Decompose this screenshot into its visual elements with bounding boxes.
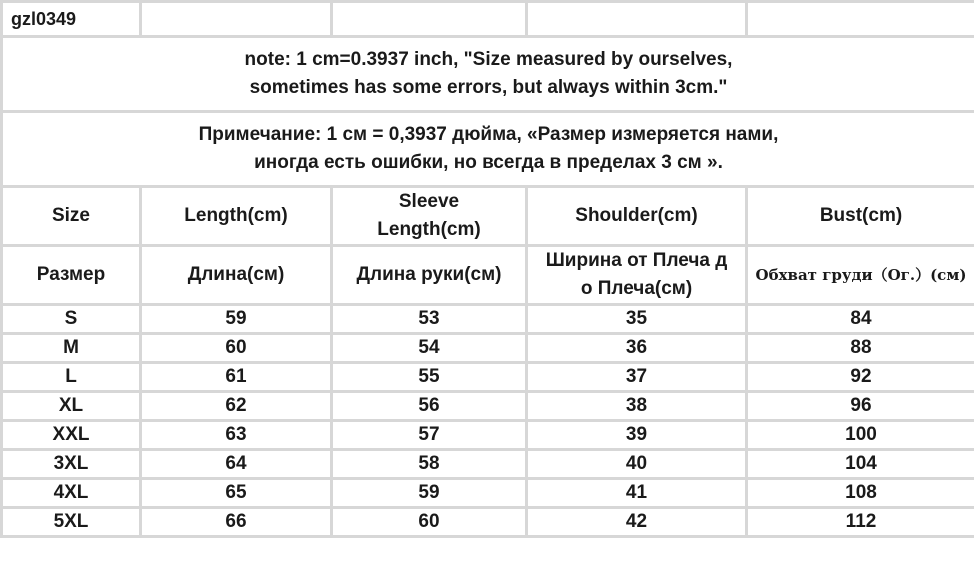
cell-length: 65 [141,479,332,508]
empty-cell [747,2,974,37]
header-shoulder-ru [527,246,747,305]
note-english-row [2,37,974,112]
cell-size: 5XL [2,508,141,537]
cell-size: XXL [2,421,141,450]
header-length: Length(cm) [141,187,332,246]
product-code: gzl0349 [2,2,141,37]
header-row-russian [2,246,974,305]
cell-length: 61 [141,363,332,392]
table-row [2,334,974,363]
cell-length: 64 [141,450,332,479]
empty-cell [527,2,747,37]
cell-length: 63 [141,421,332,450]
table-row [2,363,974,392]
cell-sleeve: 56 [332,392,527,421]
header-shoulder-ru-line-2: о Плеча(см) [580,278,693,299]
cell-size: S [2,305,141,334]
cell-size: 4XL [2,479,141,508]
note-russian-line-1: Примечание: 1 см = 0,3937 дюйма, «Размер измеряется нами, [198,124,779,145]
table-row [2,508,974,537]
cell-shoulder: 37 [527,363,747,392]
cell-length: 59 [141,305,332,334]
cell-shoulder: 39 [527,421,747,450]
note-english-line-2: sometimes has some errors, but always within 3cm." [249,77,728,98]
table-row [2,392,974,421]
note-russian [2,112,974,187]
header-row-english [2,187,974,246]
cell-bust: 100 [747,421,974,450]
cell-size: L [2,363,141,392]
header-sleeve [332,187,527,246]
cell-bust: 92 [747,363,974,392]
cell-bust: 112 [747,508,974,537]
cell-sleeve: 53 [332,305,527,334]
header-bust: Bust(cm) [747,187,974,246]
note-english [2,37,974,112]
cell-shoulder: 40 [527,450,747,479]
header-shoulder-ru-line-1: Ширина от Плеча д [545,250,728,271]
cell-sleeve: 60 [332,508,527,537]
header-bust-ru: Обхват груди（Ог.）(см) [747,246,974,305]
cell-shoulder: 42 [527,508,747,537]
table-row [2,450,974,479]
table-row [2,421,974,450]
cell-length: 60 [141,334,332,363]
header-size-ru: Размер [2,246,141,305]
cell-size: XL [2,392,141,421]
cell-shoulder: 41 [527,479,747,508]
cell-size: 3XL [2,450,141,479]
cell-sleeve: 59 [332,479,527,508]
table-row [2,479,974,508]
note-russian-row [2,112,974,187]
cell-sleeve: 55 [332,363,527,392]
cell-bust: 108 [747,479,974,508]
cell-length: 66 [141,508,332,537]
cell-shoulder: 35 [527,305,747,334]
cell-sleeve: 57 [332,421,527,450]
cell-bust: 84 [747,305,974,334]
cell-bust: 96 [747,392,974,421]
header-sleeve-line-2: Length(cm) [377,219,481,240]
cell-length: 62 [141,392,332,421]
cell-bust: 88 [747,334,974,363]
header-shoulder: Shoulder(cm) [527,187,747,246]
empty-cell [332,2,527,37]
note-english-line-1: note: 1 cm=0.3937 inch, "Size measured by ourselves, [244,49,733,70]
header-sleeve-ru: Длина руки(см) [332,246,527,305]
cell-shoulder: 36 [527,334,747,363]
cell-bust: 104 [747,450,974,479]
product-code-row [2,2,974,37]
cell-size: M [2,334,141,363]
cell-sleeve: 58 [332,450,527,479]
header-length-ru: Длина(см) [141,246,332,305]
cell-sleeve: 54 [332,334,527,363]
note-russian-line-2: иногда есть ошибки, но всегда в пределах 3 см ». [254,152,723,173]
header-size: Size [2,187,141,246]
empty-cell [141,2,332,37]
cell-shoulder: 38 [527,392,747,421]
header-sleeve-line-1: Sleeve [398,191,460,212]
table-row [2,305,974,334]
